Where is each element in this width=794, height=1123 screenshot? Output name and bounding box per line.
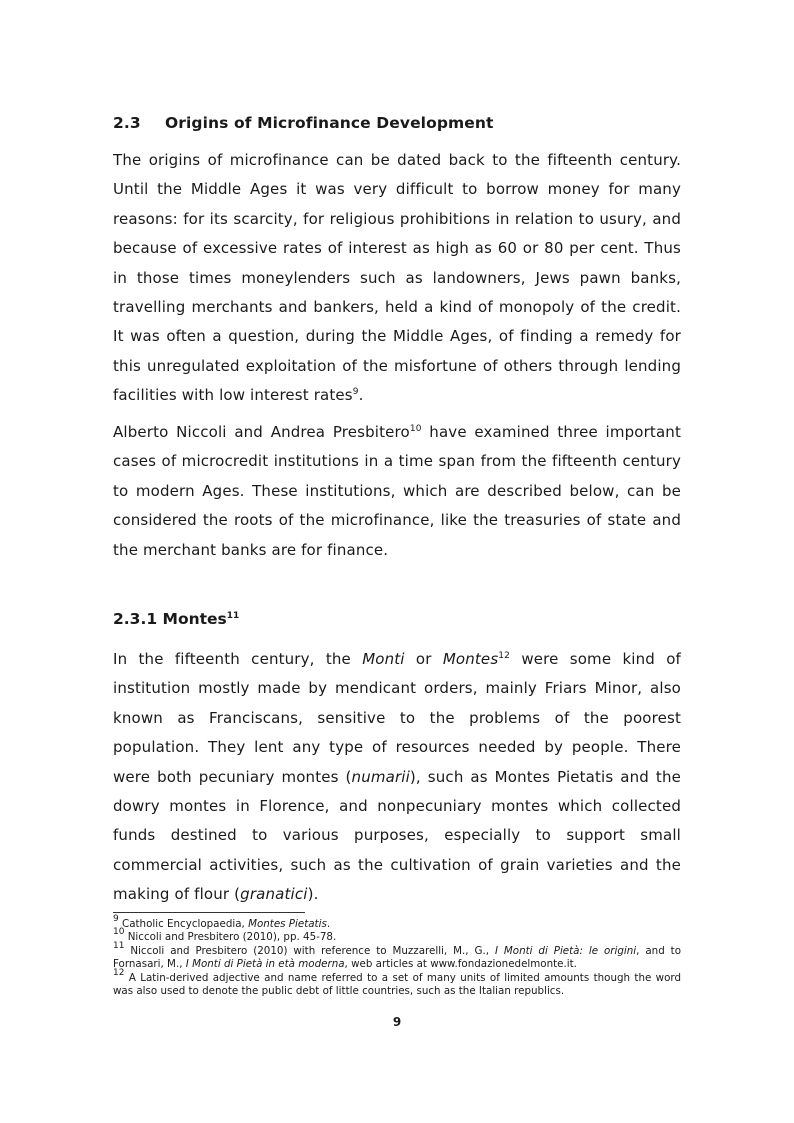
footnote-ref-11[interactable]: 11: [226, 611, 240, 621]
footnote-italic: Montes Pietatis: [248, 918, 327, 930]
paragraph-text: have examined three important cases of microcredit institutions in a time span from the fifteenth century to modern Ages. These institutions, which are described below, can be considered the roots of the microfinance, like the treasuries of state and the merchant banks are for finance.: [113, 423, 681, 559]
footnotes: [113, 914, 681, 998]
footnote-text: , web articles at www.fondazionedelmonte.it.: [344, 958, 577, 971]
footnote-mark: 9: [113, 914, 119, 924]
italic-term: numarii: [351, 767, 410, 786]
footnote-10: [113, 927, 681, 944]
paragraph-text: ).: [307, 885, 319, 904]
paragraph-text: or: [404, 650, 443, 668]
footnote-text: .: [326, 918, 331, 930]
footnote-ref-9[interactable]: 9: [352, 387, 359, 398]
paragraph-text: .: [358, 386, 364, 405]
italic-term: Montes: [442, 650, 499, 668]
paragraph-text: ), such as Montes Pietatis and the dowry montes in Florence, and nonpecuniary montes which collected funds destined to various purposes, especially to support small commercial activities, such as the cultivation of grain varieties and the making of flour (: [113, 767, 681, 904]
footnote-text: Niccoli and Presbitero (2010), pp. 45-78.: [124, 931, 337, 944]
paragraph-text: Alberto Niccoli and Andrea Presbitero: [113, 423, 410, 441]
footnote-9: [113, 914, 681, 931]
section-heading: [113, 114, 494, 132]
paragraph-niccoli: [113, 418, 681, 565]
subsection-heading: [113, 610, 239, 628]
footnote-12: [113, 967, 681, 999]
paragraph-text: In the fifteenth century, the: [113, 650, 363, 668]
footnote-mark: 11: [113, 940, 125, 951]
footnote-italic: I Monti di Pietà: le origini: [494, 944, 637, 957]
italic-term: Monti: [362, 650, 405, 668]
footnote-ref-12[interactable]: 12: [498, 651, 511, 661]
paragraph-origins: [113, 146, 681, 411]
paragraph-text: were some kind of institution mostly made by mendicant orders, mainly Friars Minor, also known as Franciscans, sensitive to the problems of the poorest population. They lent any type of resources needed by people. There were both pecuniary montes (: [113, 650, 681, 786]
footnote-text: Catholic Encyclopaedia,: [118, 918, 249, 930]
footnote-text: , and to Fornasari, M.,: [113, 944, 681, 971]
paragraph-text: The origins of microfinance can be dated back to the fifteenth century. Until the Middle Ages it was very difficult to borrow money for many reasons: for its scarcity, for religious prohibitions in relation to usury, and because of excessive rates of interest as high as 60 or 80 per cent. Thus in those times moneylenders such as landowners, Jews pawn banks, travelling merchants and bankers, held a kind of monopoly of the credit. It was often a question, during the Middle Ages, of finding a remedy for this unregulated exploitation of the misfortune of others through lending facilities with low interest rates: [113, 151, 681, 405]
italic-term: granatici: [240, 885, 308, 904]
footnote-italic: I Monti di Pietà in età moderna: [185, 958, 345, 971]
paragraph-montes: [113, 645, 681, 910]
footnote-mark: 10: [113, 927, 125, 938]
subsection-title: 2.3.1 Montes: [113, 610, 227, 628]
section-title: Origins of Microfinance Development: [165, 114, 494, 132]
footnote-text: A Latin-derived adjective and name referred to a set of many units of limited amounts though the word was also used to denote the public debt of little countries, such as the Italian republics.: [113, 971, 681, 998]
footnote-text: Niccoli and Presbitero (2010) with reference to Muzzarelli, M., G.,: [124, 944, 495, 957]
footnote-11: [113, 940, 681, 972]
page-number: 9: [392, 1015, 402, 1029]
footnote-ref-10[interactable]: 10: [409, 424, 422, 434]
footnote-mark: 12: [113, 967, 125, 978]
section-number: 2.3: [113, 114, 141, 132]
footnote-separator: [113, 912, 305, 913]
